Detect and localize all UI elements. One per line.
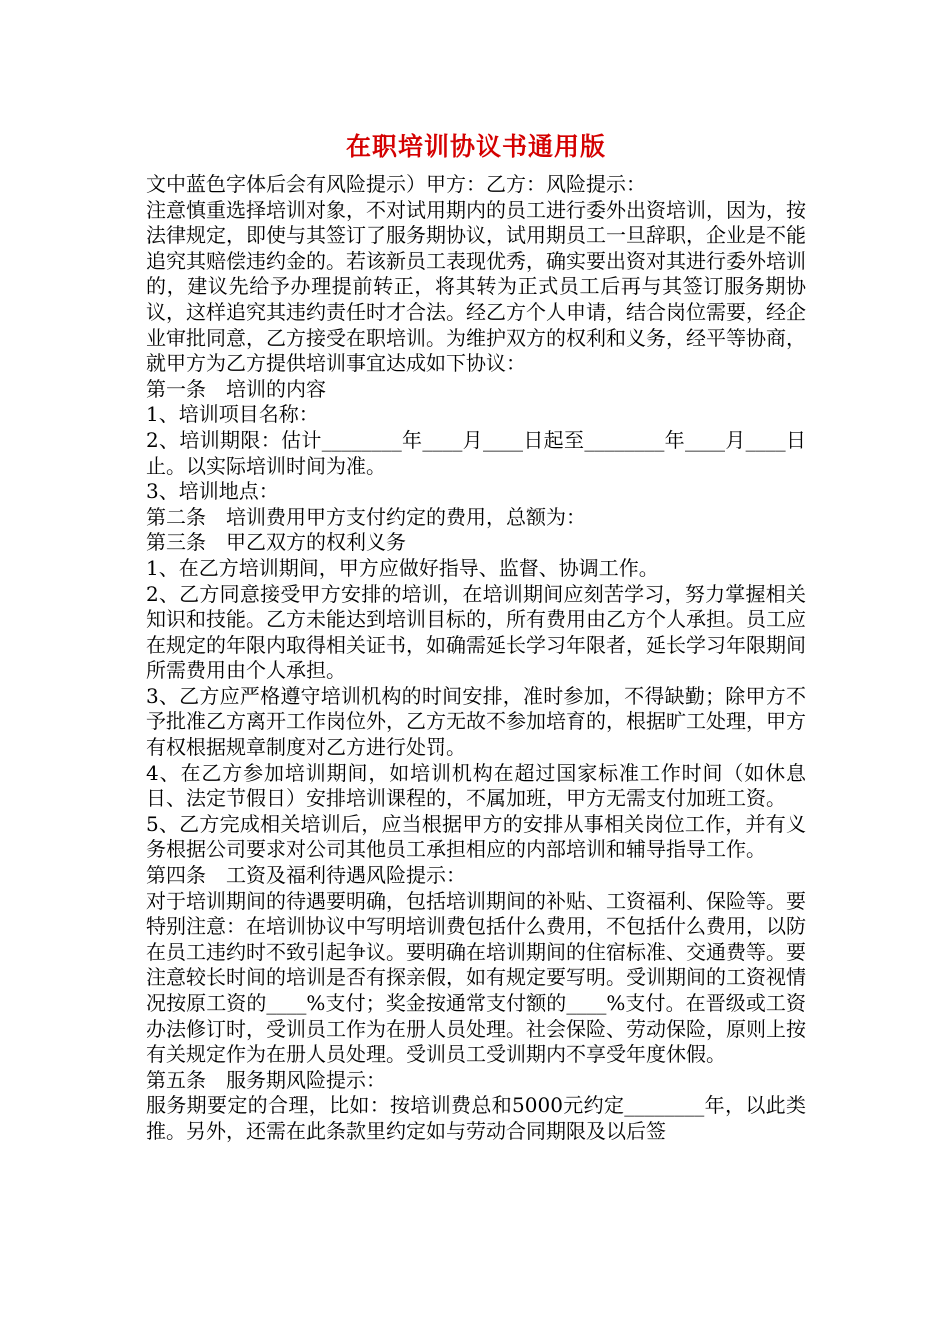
intro-line: 文中蓝色字体后会有风险提示）甲方：乙方：风险提示： [146, 172, 646, 196]
article-4-heading: 第四条 工资及福利待遇风险提示： [146, 863, 466, 888]
article-2-heading: 第二条 培训费用甲方支付约定的费用，总额为： [146, 504, 586, 529]
article-1-item-1: 1、培训项目名称： [146, 402, 319, 427]
article-4-paragraph: 对于培训期间的待遇要明确，包括培训期间的补贴、工资福利、保险等。要特别注意：在培训协议中写明培训费包括什么费用，不包括什么费用，以防在员工违约时不致引起争议。要明确在培训期间的住宿标准、交通费等。要注意较长时间的培训是否有探亲假，如有规定要写明。受训期间的工资视情况按原工资的____%支付；奖金按通常支付额的____%支付。在晋级或工资办法修订时，受训员工作为在册人员处理。社会保险、劳动保险，原则上按有关规定作为在册人员处理。受训员工受训期内不享受年度休假。 [146, 888, 806, 1067]
article-5-paragraph: 服务期要定的合理，比如：按培训费总和5000元约定________年，以此类推。另外，还需在此条款里约定如与劳动合同期限及以后签 [146, 1093, 806, 1143]
article-3-item-2: 2、乙方同意接受甲方安排的培训，在培训期间应刻苦学习，努力掌握相关知识和技能。乙方未能达到培训目标的，所有费用由乙方个人承担。员工应在规定的年限内取得相关证书，如确需延长学习年限者，延长学习年限期间所需费用由个人承担。 [146, 581, 806, 683]
article-1-item-3: 3、培训地点： [146, 479, 279, 504]
article-3-item-4: 4、在乙方参加培训期间，如培训机构在超过国家标准工作时间（如休息日、法定节假日）安排培训课程的，不属加班，甲方无需支付加班工资。 [146, 760, 806, 811]
document-body [146, 172, 806, 1145]
article-5-heading: 第五条 服务期风险提示： [146, 1067, 386, 1092]
article-3-heading: 第三条 甲乙双方的权利义务 [146, 530, 406, 555]
article-3-item-1: 1、在乙方培训期间，甲方应做好指导、监督、协调工作。 [146, 555, 659, 580]
article-3-item-3: 3、乙方应严格遵守培训机构的时间安排，准时参加，不得缺勤；除甲方不予批准乙方离开工作岗位外，乙方无故不参加培育的，根据旷工处理，甲方有权根据规章制度对乙方进行处罚。 [146, 683, 806, 760]
article-1-item-2: 2、培训期限：估计________年____月____日起至________年____月____日止。以实际培训时间为准。 [146, 427, 806, 478]
article-1-heading: 第一条 培训的内容 [146, 376, 326, 401]
risk-note-paragraph: 注意慎重选择培训对象，不对试用期内的员工进行委外出资培训，因为，按法律规定，即使与其签订了服务期协议，试用期员工一旦辞职，企业是不能追究其赔偿违约金的。若该新员工表现优秀，确实要出资对其进行委外培训的，建议先给予办理提前转正，将其转为正式员工后再与其签订服务期协议，这样追究其违约责任时才合法。经乙方个人申请，结合岗位需要，经企业审批同意，乙方接受在职培训。为维护双方的权利和义务，经平等协商，就甲方为乙方提供培训事宜达成如下协议： [146, 197, 806, 376]
document-title: 在职培训协议书通用版 [345, 132, 606, 161]
document-page [146, 128, 806, 1145]
article-3-item-5: 5、乙方完成相关培训后，应当根据甲方的安排从事相关岗位工作，并有义务根据公司要求对公司其他员工承担相应的内部培训和辅导指导工作。 [146, 811, 806, 862]
